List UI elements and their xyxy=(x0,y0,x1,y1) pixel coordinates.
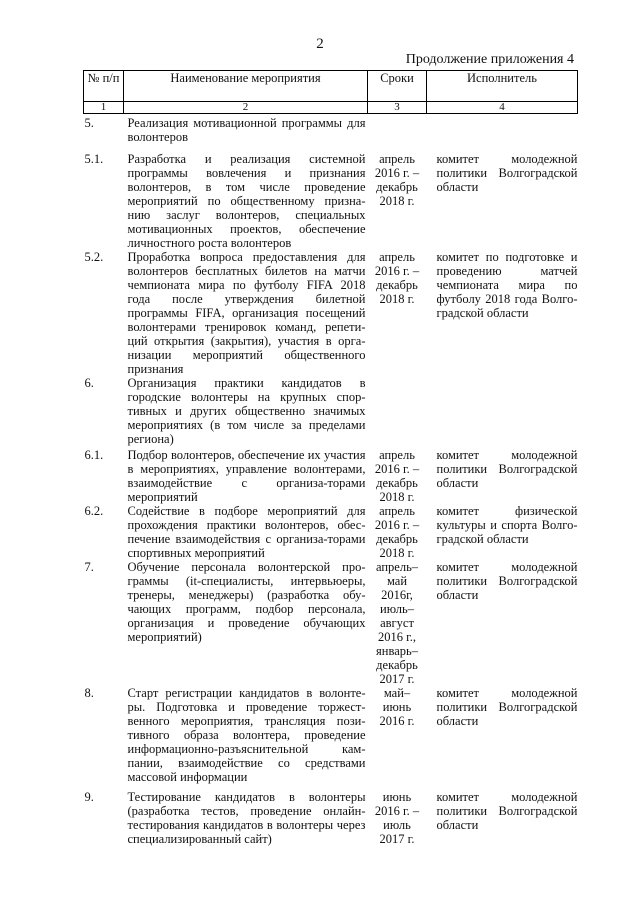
event-name: Подбор волонтеров, обеспечение их участия в мероприятиях, управление волонтерами, взаимодействие с организа-торами мероприятий xyxy=(127,448,366,504)
event-executor: комитет молодежной политики Волгоградской области xyxy=(436,686,578,728)
row-number: 8. xyxy=(84,686,94,700)
event-term xyxy=(368,114,427,153)
event-name: Старт регистрации кандидатов в волонте-ры. Подготовка и проведение торжест-венного мероприятия, трансляция пози-тивного образа волонтера, проведение информационно-разъяснительной кам-пании, взаимодействие со средствами массовой информации xyxy=(127,686,366,784)
event-name: Тестирование кандидатов в волонтеры (разработка тестов, проведение онлайн-тестирования кандидатов в волонтеры через специализированный сайт) xyxy=(127,790,366,846)
row-number: 5.1. xyxy=(84,152,104,166)
header-executor: Исполнитель xyxy=(427,71,578,102)
row-number: 6.1. xyxy=(84,448,104,462)
row-number: 5. xyxy=(84,116,94,130)
row-number: 9. xyxy=(84,790,94,804)
page-number: 2 xyxy=(316,36,324,52)
table-row xyxy=(84,250,578,376)
event-executor: комитет молодежной политики Волгоградской области xyxy=(436,448,578,490)
row-number: 6.2. xyxy=(84,504,104,518)
event-term: июнь 2016 г. – июль 2017 г. xyxy=(374,790,420,846)
event-executor xyxy=(427,114,578,153)
table-row xyxy=(84,790,578,860)
event-term: апрель 2016 г. – декабрь 2018 г. xyxy=(374,250,420,306)
event-name: Организация практики кандидатов в городские волонтеры на крупных спор-тивных и других общественно значимых мероприятиях (в том числе за пределами региона) xyxy=(127,376,366,446)
column-number: 4 xyxy=(427,102,578,114)
row-number: 7. xyxy=(84,560,94,574)
header-name: Наименование мероприятия xyxy=(124,71,368,102)
table-row xyxy=(84,114,578,153)
table-row xyxy=(84,560,578,686)
table-row xyxy=(84,448,578,504)
row-number: 6. xyxy=(84,376,94,390)
event-term: апрель– май 2016г, июль– август 2016 г., январь– декабрь 2017 г. xyxy=(375,560,419,686)
event-term: апрель 2016 г. – декабрь 2018 г. xyxy=(374,152,420,208)
event-term: апрель 2016 г. – декабрь 2018 г. xyxy=(374,504,420,560)
event-name: Проработка вопроса предоставления для волонтеров бесплатных билетов на матчи чемпионата мира по футболу FIFA 2018 года после утверждения билетной программы FIFA, организация посещений волонтерами тренировок команд, репети-ций открытия (закрытия), участия в орга-низации мероприятий общественного признания xyxy=(127,250,366,376)
event-name: Обучение персонала волонтерской про-граммы (it-специалисты, интервьюеры, тренеры, менеджеры) (разработка обу-чающих программ, подбор персонала, организация и проведение обучающих мероприятий) xyxy=(127,560,366,644)
event-executor: комитет молодежной политики Волгоградской области xyxy=(436,790,578,832)
event-name: Разработка и реализация системной программы вовлечения и признания волонтеров, в том числе проведение мероприятий по общественному призна-нию заслуг волонтеров, специальных мотивационных проектов, обеспечение личностного роста волонтеров xyxy=(127,152,366,250)
column-number: 2 xyxy=(124,102,368,114)
event-term: апрель 2016 г. – декабрь 2018 г. xyxy=(374,448,420,504)
event-name: Реализация мотивационной программы для волонтеров xyxy=(127,116,366,144)
column-number: 3 xyxy=(368,102,427,114)
event-executor: комитет молодежной политики Волгоградской области xyxy=(436,560,578,602)
table-row xyxy=(84,504,578,560)
header-num: № п/п xyxy=(84,71,124,102)
table-row xyxy=(84,152,578,250)
event-executor: комитет по подготовке и проведению матчей чемпионата мира по футболу 2018 года Волго-градской области xyxy=(436,250,578,320)
table-header-row xyxy=(84,71,578,102)
table-row xyxy=(84,376,578,448)
row-number: 5.2. xyxy=(84,250,104,264)
table-row xyxy=(84,686,578,790)
column-number-row xyxy=(84,102,578,114)
event-executor: комитет молодежной политики Волгоградской области xyxy=(436,152,578,194)
event-term xyxy=(368,376,427,448)
events-table xyxy=(83,70,578,860)
event-executor: комитет физической культуры и спорта Волго-градской области xyxy=(436,504,578,546)
header-term: Сроки xyxy=(368,71,427,102)
event-name: Содействие в подборе мероприятий для прохождения практики волонтеров, обес-печение взаимодействия с организа-торами спортивных мероприятий xyxy=(127,504,366,560)
event-executor xyxy=(427,376,578,448)
continuation-label: Продолжение приложения 4 xyxy=(405,52,574,67)
column-number: 1 xyxy=(84,102,124,114)
event-term: май– июнь 2016 г. xyxy=(379,686,415,728)
